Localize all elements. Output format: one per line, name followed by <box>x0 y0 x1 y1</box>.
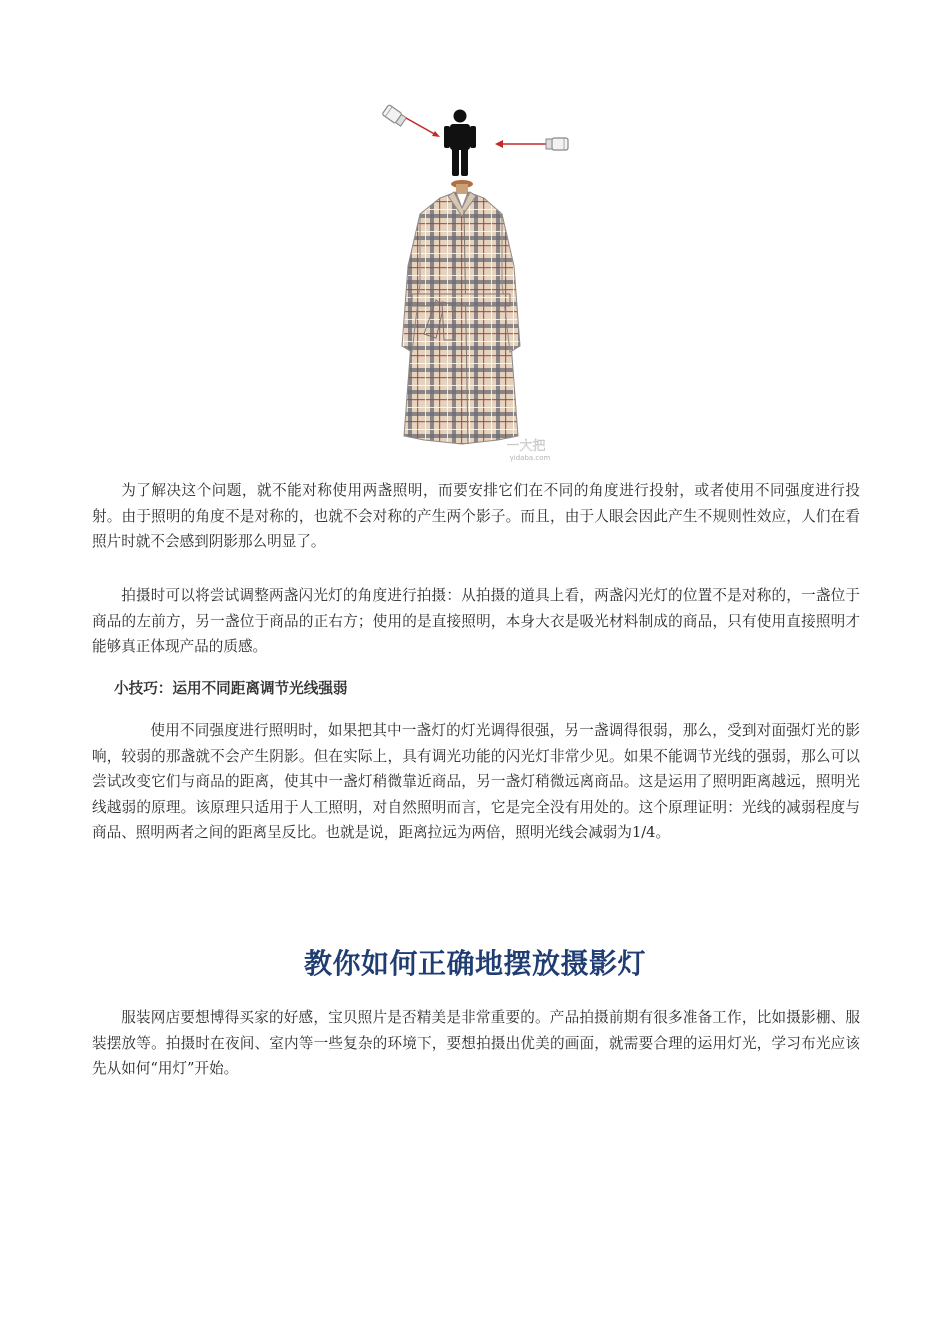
paragraph-flash-angle: 拍摄时可以将尝试调整两盏闪光灯的角度进行拍摄：从拍摄的道具上看，两盏闪光灯的位置不是对称的，一盏位于商品的左前方，另一盏位于商品的正右方；使用的是直接照明，本身大衣是吸光材料制成的商品，只有使用直接照明才能够真正体现产品的质感。 <box>92 587 860 655</box>
plaid-coat-image <box>402 192 520 444</box>
watermark <box>506 438 550 462</box>
paragraph-lighting-intro: 服装网店要想博得买家的好感，宝贝照片是否精美是非常重要的。产品拍摄前期有很多准备工作，比如摄影棚、服装摆放等。拍摄时在夜间、室内等一些复杂的环境下，要想拍摄出优美的画面，就需要合理的运用灯光，学习布光应该先从如何“用灯”开始。 <box>92 1009 860 1077</box>
right-flash-lamp-icon <box>546 138 568 150</box>
right-light-arrow <box>495 140 546 148</box>
section-heading: 教你如何正确地摆放摄影灯 <box>303 947 646 980</box>
left-light-arrow <box>406 118 440 137</box>
watermark-url: yidaba.com <box>509 454 551 462</box>
watermark-brand: 一大把 <box>506 439 546 454</box>
paragraph-symmetry-solution: 为了解决这个问题，就不能对称使用两盏照明，而要安排它们在不同的角度进行投射，或者使用不同强度进行投射。由于照明的角度不是对称的，也就不会对称的产生两个影子。而且，由于人眼会因此产生不规则性效应，人们在看照片时就不会感到阴影那么明显了。 <box>92 482 860 550</box>
lighting-illustration <box>378 96 588 464</box>
tip-title: 小技巧：运用不同距离调节光线强弱 <box>114 680 348 697</box>
left-flash-lamp-icon <box>382 104 407 126</box>
paragraph-distance-technique: 使用不同强度进行照明时，如果把其中一盏灯的灯光调得很强，另一盏调得很弱，那么，受到对面强灯光的影响，较弱的那盏就不会产生阴影。但在实际上，具有调光功能的闪光灯非常少见。如果不能调节光线的强弱，那么可以尝试改变它们与商品的距离，使其中一盏灯稍微靠近商品，另一盏灯稍微远离商品。这是运用了照明距离越远，照明光线越弱的原理。该原理只适用于人工照明，对自然照明而言，它是完全没有用处的。这个原理证明：光线的减弱程度与商品、照明两者之间的距离呈反比。也就是说，距离拉远为两倍，照明光线会减弱为1/4。 <box>92 722 860 841</box>
person-icon <box>444 110 476 177</box>
